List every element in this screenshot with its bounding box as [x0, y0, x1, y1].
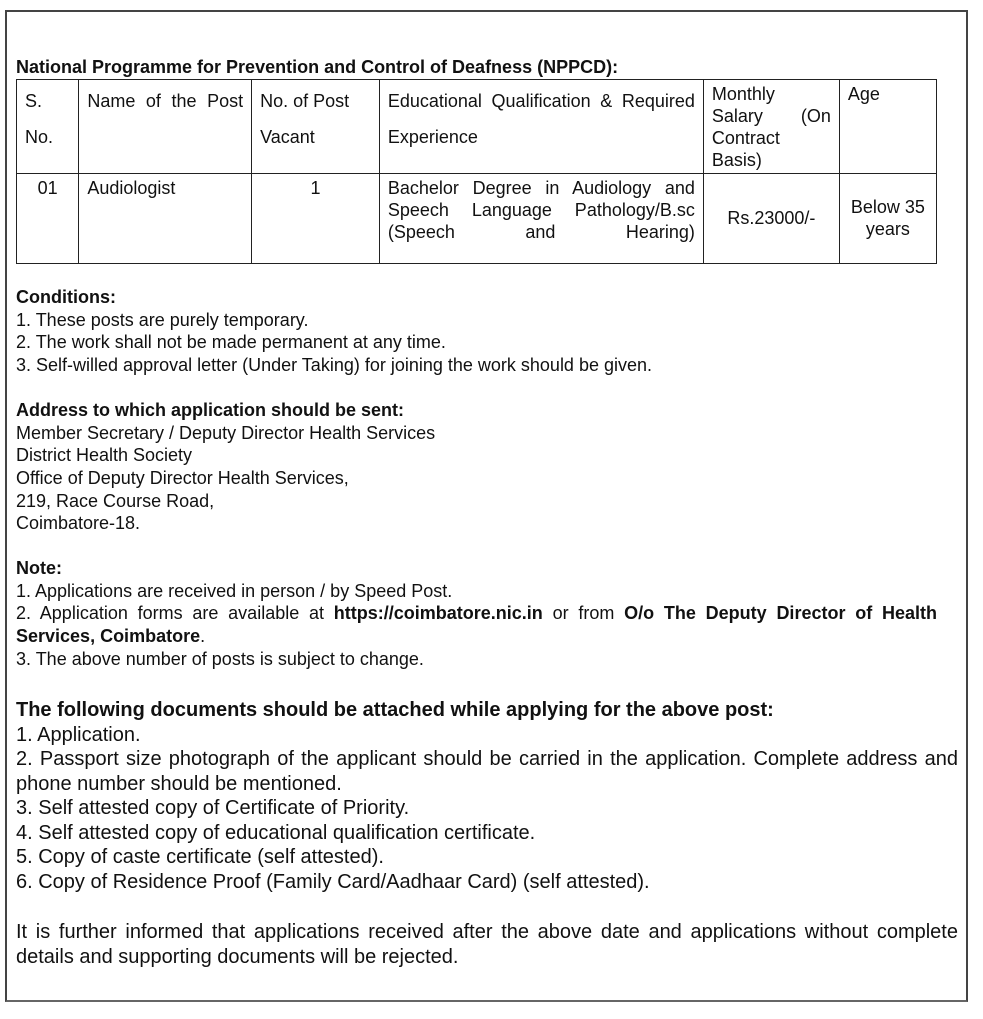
office-name: O/o The Deputy Director of Health Services, Coimbatore [16, 603, 937, 647]
note-item: 1. Applications are received in person / by Speed Post. [16, 580, 453, 601]
note-section [16, 557, 960, 671]
conditions-section [16, 286, 960, 377]
cell-qualification: Bachelor Degree in Audiology and Speech Language Pathology/B.sc (Speech and Hearing) [379, 174, 703, 264]
document-body [16, 55, 960, 969]
conditions-heading: Conditions: [16, 287, 116, 307]
condition-item: 2. The work shall not be made permanent at any time. [16, 332, 446, 353]
address-line: Member Secretary / Deputy Director Health Services [16, 422, 436, 443]
header-salary: Monthly Salary (On Contract Basis) [703, 80, 839, 174]
cell-vacant: 1 [252, 174, 380, 264]
note-heading: Note: [16, 558, 62, 579]
header-post-name: Name of the Post [79, 80, 252, 174]
address-line: Office of Deputy Director Health Services, [16, 467, 349, 488]
address-heading: Address to which application should be sent: [16, 399, 405, 420]
documents-heading: The following documents should be attached while applying for the above post: [16, 698, 774, 721]
document-item: 2. Passport size photograph of the applicant should be carried in the application. Complete address and phone number should be mentioned. [16, 748, 958, 795]
header-age: Age [839, 80, 936, 174]
cell-age: Below 35 years [839, 174, 936, 264]
cell-sno: 01 [17, 174, 79, 264]
note-item2-prefix: 2. Application forms are available at [16, 603, 334, 624]
address-section [16, 399, 960, 535]
document-item: 1. Application. [16, 723, 141, 746]
condition-item: 1. These posts are purely temporary. [16, 309, 309, 330]
table-header-row [17, 80, 937, 174]
programme-title: National Programme for Prevention and Control of Deafness (NPPCD): [16, 57, 619, 77]
address-line: Coimbatore-18. [16, 513, 141, 534]
document-item: 3. Self attested copy of Certificate of Priority. [16, 797, 410, 820]
note-item2-middle: or from [542, 603, 625, 624]
note-item2-suffix: . [200, 626, 206, 647]
documents-section [16, 697, 958, 895]
address-line: 219, Race Course Road, [16, 490, 215, 511]
cell-salary: Rs.23000/- [703, 174, 839, 264]
note-item: 3. The above number of posts is subject to change. [16, 648, 424, 669]
note-item [16, 602, 937, 647]
address-line: District Health Society [16, 445, 193, 466]
condition-item: 3. Self-willed approval letter (Under Taking) for joining the work should be given. [16, 355, 653, 376]
vacancy-table [16, 79, 937, 264]
document-item: 6. Copy of Residence Proof (Family Card/Aadhaar Card) (self attested). [16, 870, 650, 893]
header-sno: S. No. [17, 80, 79, 174]
document-item: 4. Self attested copy of educational qualification certificate. [16, 821, 536, 844]
rejection-notice: It is further informed that applications received after the above date and applications without complete details and supporting documents will be rejected. [16, 921, 958, 968]
header-qualification: Educational Qualification & Required Experience [379, 80, 703, 174]
header-vacant: No. of Post Vacant [252, 80, 380, 174]
table-row [17, 174, 937, 264]
website-link[interactable]: https://coimbatore.nic.in [333, 603, 543, 624]
document-item: 5. Copy of caste certificate (self attested). [16, 846, 384, 869]
cell-post-name: Audiologist [79, 174, 252, 264]
